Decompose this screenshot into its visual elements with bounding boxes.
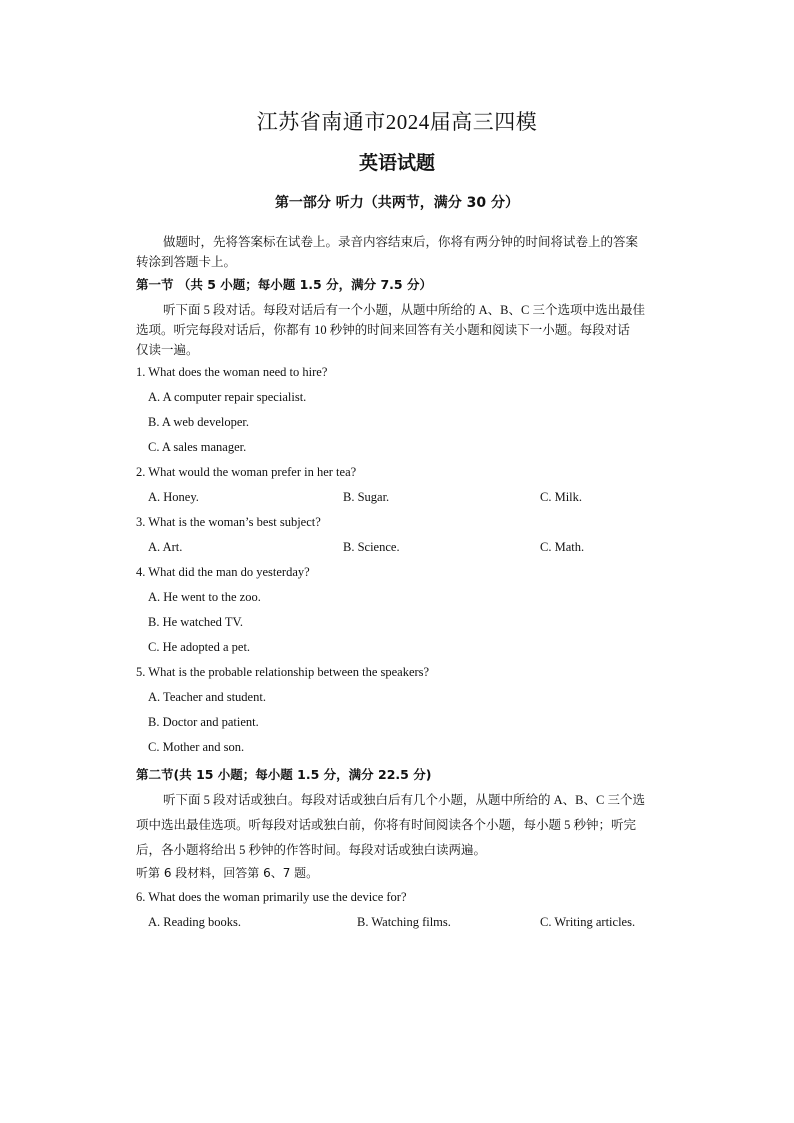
q2-option-b: B. Sugar. xyxy=(343,490,390,504)
q4-option-a: A. He went to the zoo. xyxy=(148,590,261,604)
exam-subtitle: 英语试题 xyxy=(358,153,435,174)
section2-heading: 第二节(共 15 小题；每小题 1.5 分，满分 22.5 分) xyxy=(136,767,432,782)
q6-option-b: B. Watching films. xyxy=(357,915,451,929)
q1-option-c: C. A sales manager. xyxy=(148,440,247,454)
q3-option-a: A. Art. xyxy=(148,540,183,554)
q2-option-c: C. Milk. xyxy=(540,490,583,504)
question-1: 1. What does the woman need to hire? xyxy=(136,365,328,379)
q1-option-b: B. A web developer. xyxy=(148,415,250,429)
material-note: 听第 6 段材料，回答第 6、7 题。 xyxy=(136,866,319,880)
question-4: 4. What did the man do yesterday? xyxy=(136,565,310,579)
q3-option-c: C. Math. xyxy=(540,540,585,554)
question-6: 6. What does the woman primarily use the device for? xyxy=(136,890,407,904)
section1-heading: 第一节 （共 5 小题；每小题 1.5 分，满分 7.5 分） xyxy=(136,277,432,292)
question-3: 3. What is the woman’s best subject? xyxy=(136,515,321,529)
intro-line-1: 做题时，先将答案标在试卷上。录音内容结束后，你将有两分钟的时间将试卷上的答案 xyxy=(163,235,639,249)
q4-option-c: C. He adopted a pet. xyxy=(148,640,251,654)
question-5: 5. What is the probable relationship between the speakers? xyxy=(136,665,430,679)
part-title: 第一部分 听力（共两节，满分 30 分） xyxy=(274,195,520,211)
question-2: 2. What would the woman prefer in her tea? xyxy=(136,465,357,479)
section1-instruction-1: 听下面 5 段对话。每段对话后有一个小题，从题中所给的 A、B、C 三个选项中选出最佳 xyxy=(163,303,645,317)
section1-instruction-2: 选项。听完每段对话后，你都有 10 秒钟的时间来回答有关小题和阅读下一小题。每段对话 xyxy=(136,323,630,337)
q3-option-b: B. Science. xyxy=(343,540,400,554)
q1-option-a: A. A computer repair specialist. xyxy=(148,390,307,404)
section2-instruction-1: 听下面 5 段对话或独白。每段对话或独白后有几个小题，从题中所给的 A、B、C 三个选 xyxy=(163,793,645,807)
intro-line-2: 转涂到答题卡上。 xyxy=(136,255,237,269)
exam-title: 江苏省南通市2024届高三四模 xyxy=(256,110,538,134)
section1-instruction-3: 仅读一遍。 xyxy=(136,343,199,357)
q4-option-b: B. He watched TV. xyxy=(148,615,244,629)
section2-instruction-3: 后，各小题将给出 5 秒钟的作答时间。每段对话或独白读两遍。 xyxy=(136,843,487,857)
q2-option-a: A. Honey. xyxy=(148,490,199,504)
q5-option-b: B. Doctor and patient. xyxy=(148,715,259,729)
q6-option-c: C. Writing articles. xyxy=(540,915,636,929)
q5-option-a: A. Teacher and student. xyxy=(148,690,266,704)
q5-option-c: C. Mother and son. xyxy=(148,740,245,754)
section2-instruction-2: 项中选出最佳选项。听每段对话或独白前，你将有时间阅读各个小题，每小题 5 秒钟；听完 xyxy=(136,818,637,832)
q6-option-a: A. Reading books. xyxy=(148,915,242,929)
